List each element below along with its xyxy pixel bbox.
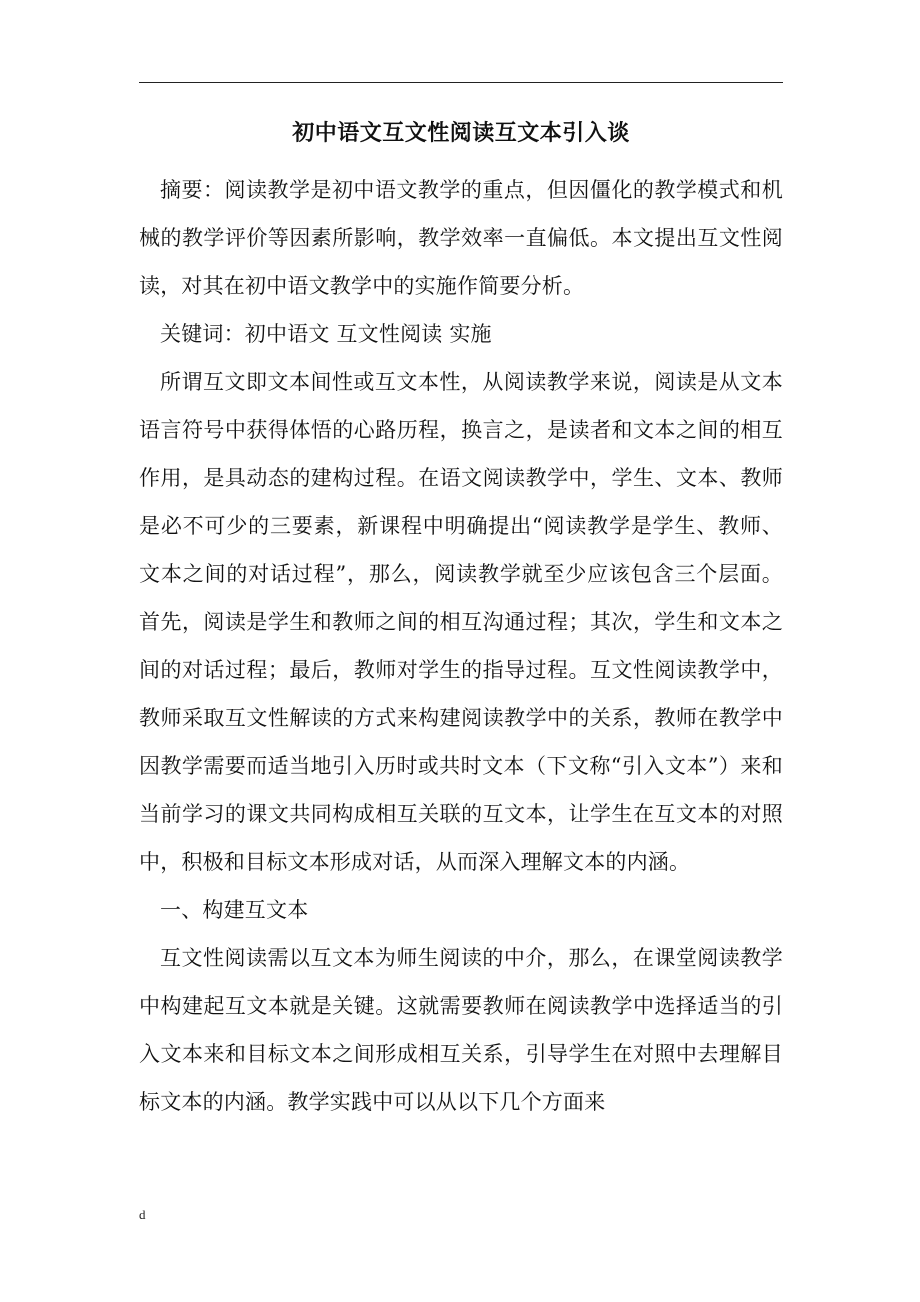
keywords-paragraph: 关键词：初中语文 互文性阅读 实施 (160, 322, 492, 346)
body-paragraph: 所谓互文即文本间性或互文本性，从阅读教学来说，阅读是从文本语言符号中获得体悟的心路历程，换言之，是读者和文本之间的相互作用，是具动态的建构过程。在语文阅读教学中，学生、文本、教师是必不可少的三要素，新课程中明确提出“阅读教学是学生、教师、文本之间的对话过程”，那么，阅读教学就至少应该包含三个层面。首先，阅读是学生和教师之间的相互沟通过程；其次，学生和文本之间的对话过程；最后，教师对学生的指导过程。互文性阅读教学中，教师采取互文性解读的方式来构建阅读教学中的关系，教师在教学中因教学需要而适当地引入历时或共时文本（下文称“引入文本”）来和当前学习的课文共同构成相互关联的互文本，让学生在互文本的对照中，积极和目标文本形成对话，从而深入理解文本的内涵。 (139, 370, 783, 874)
body-paragraph: 互文性阅读需以互文本为师生阅读的中介，那么，在课堂阅读教学中构建起互文本就是关键。这就需要教师在阅读教学中选择适当的引入文本来和目标文本之间形成相互关系，引导学生在对照中去理解目标文本的内涵。教学实践中可以从以下几个方面来 (139, 946, 783, 1114)
document-body (139, 166, 783, 1126)
footer-mark: d (139, 1207, 146, 1222)
document-title: 初中语文互文性阅读互文本引入谈 (292, 120, 630, 146)
abstract-paragraph: 摘要：阅读教学是初中语文教学的重点，但因僵化的教学模式和机械的教学评价等因素所影响，教学效率一直偏低。本文提出互文性阅读，对其在初中语文教学中的实施作简要分析。 (139, 178, 783, 298)
section-heading: 一、构建互文本 (160, 898, 309, 922)
header-rule (139, 82, 783, 83)
